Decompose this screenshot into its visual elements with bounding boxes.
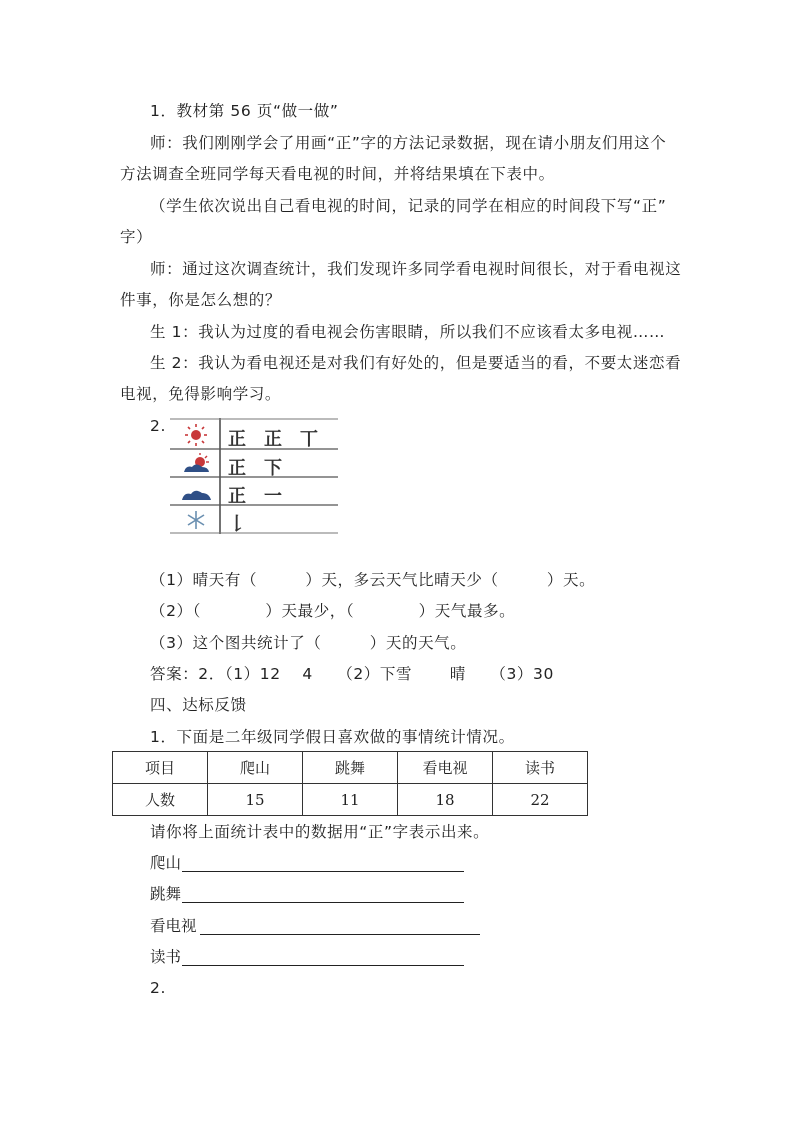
tally-mark: 正 (228, 429, 246, 450)
table-cell: 看电视 (398, 752, 493, 784)
cloud-icon (178, 480, 214, 504)
snowflake-icon (178, 508, 214, 532)
paragraph: 电视，免得影响学习。 (120, 385, 282, 403)
weather-row-cloudy (170, 450, 340, 478)
answer-blank[interactable] (182, 871, 464, 872)
paragraph: 生 2：我认为看电视还是对我们有好处的，但是要适当的看，不要太迷恋看 (150, 354, 682, 372)
fill-label: 跳舞 (150, 885, 182, 903)
paragraph: 师：通过这次调查统计，我们发现许多同学看电视时间很长，对于看电视这 (150, 260, 682, 278)
table-row (113, 784, 588, 816)
question: （3）这个图共统计了（ ）天的天气。 (150, 634, 467, 652)
table-row (113, 752, 588, 784)
paragraph: 方法调查全班同学每天看电视的时间，并将结果填在下表中。 (120, 165, 555, 183)
question: （1）晴天有（ ）天，多云天气比晴天少（ ）天。 (150, 571, 596, 589)
fill-line (150, 916, 550, 936)
section-heading: 四、达标反馈 (150, 696, 247, 714)
fill-label: 读书 (150, 948, 182, 966)
table-cell: 跳舞 (303, 752, 398, 784)
answer-blank[interactable] (182, 965, 464, 966)
answer-blank[interactable] (200, 934, 480, 935)
weather-row-overcast (170, 478, 340, 506)
tally-mark: 丅 (300, 429, 318, 450)
table-cell: 22 (493, 784, 588, 816)
paragraph: 生 1：我认为过度的看电视会伤害眼睛，所以我们不应该看太多电视…… (150, 323, 666, 341)
table-cell: 读书 (493, 752, 588, 784)
question-number: 2. (150, 979, 166, 997)
tally-mark: 正 (228, 486, 246, 507)
weather-row-snow (170, 506, 340, 534)
weather-tally-chart (170, 418, 340, 536)
table-cell: 项目 (113, 752, 208, 784)
tally-mark: 一 (264, 486, 282, 507)
sun-icon (178, 423, 214, 447)
answer: 答案：2．（1）12 4 （2）下雪 晴 （3）30 (150, 665, 554, 683)
instruction: 请你将上面统计表中的数据用“正”字表示出来。 (150, 823, 490, 841)
partly-cloudy-icon (178, 452, 214, 476)
fill-label: 看电视 (150, 917, 197, 935)
fill-line (150, 853, 550, 873)
paragraph: 师：我们刚刚学会了用画“正”字的方法记录数据，现在请小朋友们用这个 (150, 134, 667, 152)
table-cell: 11 (303, 784, 398, 816)
paragraph: 件事，你是怎么想的？ (120, 291, 282, 309)
fill-label: 爬山 (150, 854, 182, 872)
table-cell: 人数 (113, 784, 208, 816)
tally-mark: 下 (264, 458, 282, 479)
question-number: 2. (150, 417, 166, 435)
tally-mark: 𠄌 (228, 514, 246, 535)
fill-line (150, 884, 550, 904)
tally-mark: 正 (264, 429, 282, 450)
tally-mark: 正 (228, 458, 246, 479)
survey-table (112, 751, 588, 816)
paragraph: （学生依次说出自己看电视的时间，记录的同学在相应的时间段下写“正” (150, 197, 667, 215)
paragraph: 字） (120, 228, 153, 246)
table-cell: 15 (208, 784, 303, 816)
question: （2）（ ）天最少，（ ）天气最多。 (150, 602, 516, 620)
section-title: 1．教材第 56 页“做一做” (150, 102, 339, 120)
question: 1．下面是二年级同学假日喜欢做的事情统计情况。 (150, 728, 515, 746)
table-cell: 18 (398, 784, 493, 816)
answer-blank[interactable] (182, 902, 464, 903)
weather-row-sunny (170, 421, 340, 449)
fill-line (150, 947, 550, 967)
table-cell: 爬山 (208, 752, 303, 784)
